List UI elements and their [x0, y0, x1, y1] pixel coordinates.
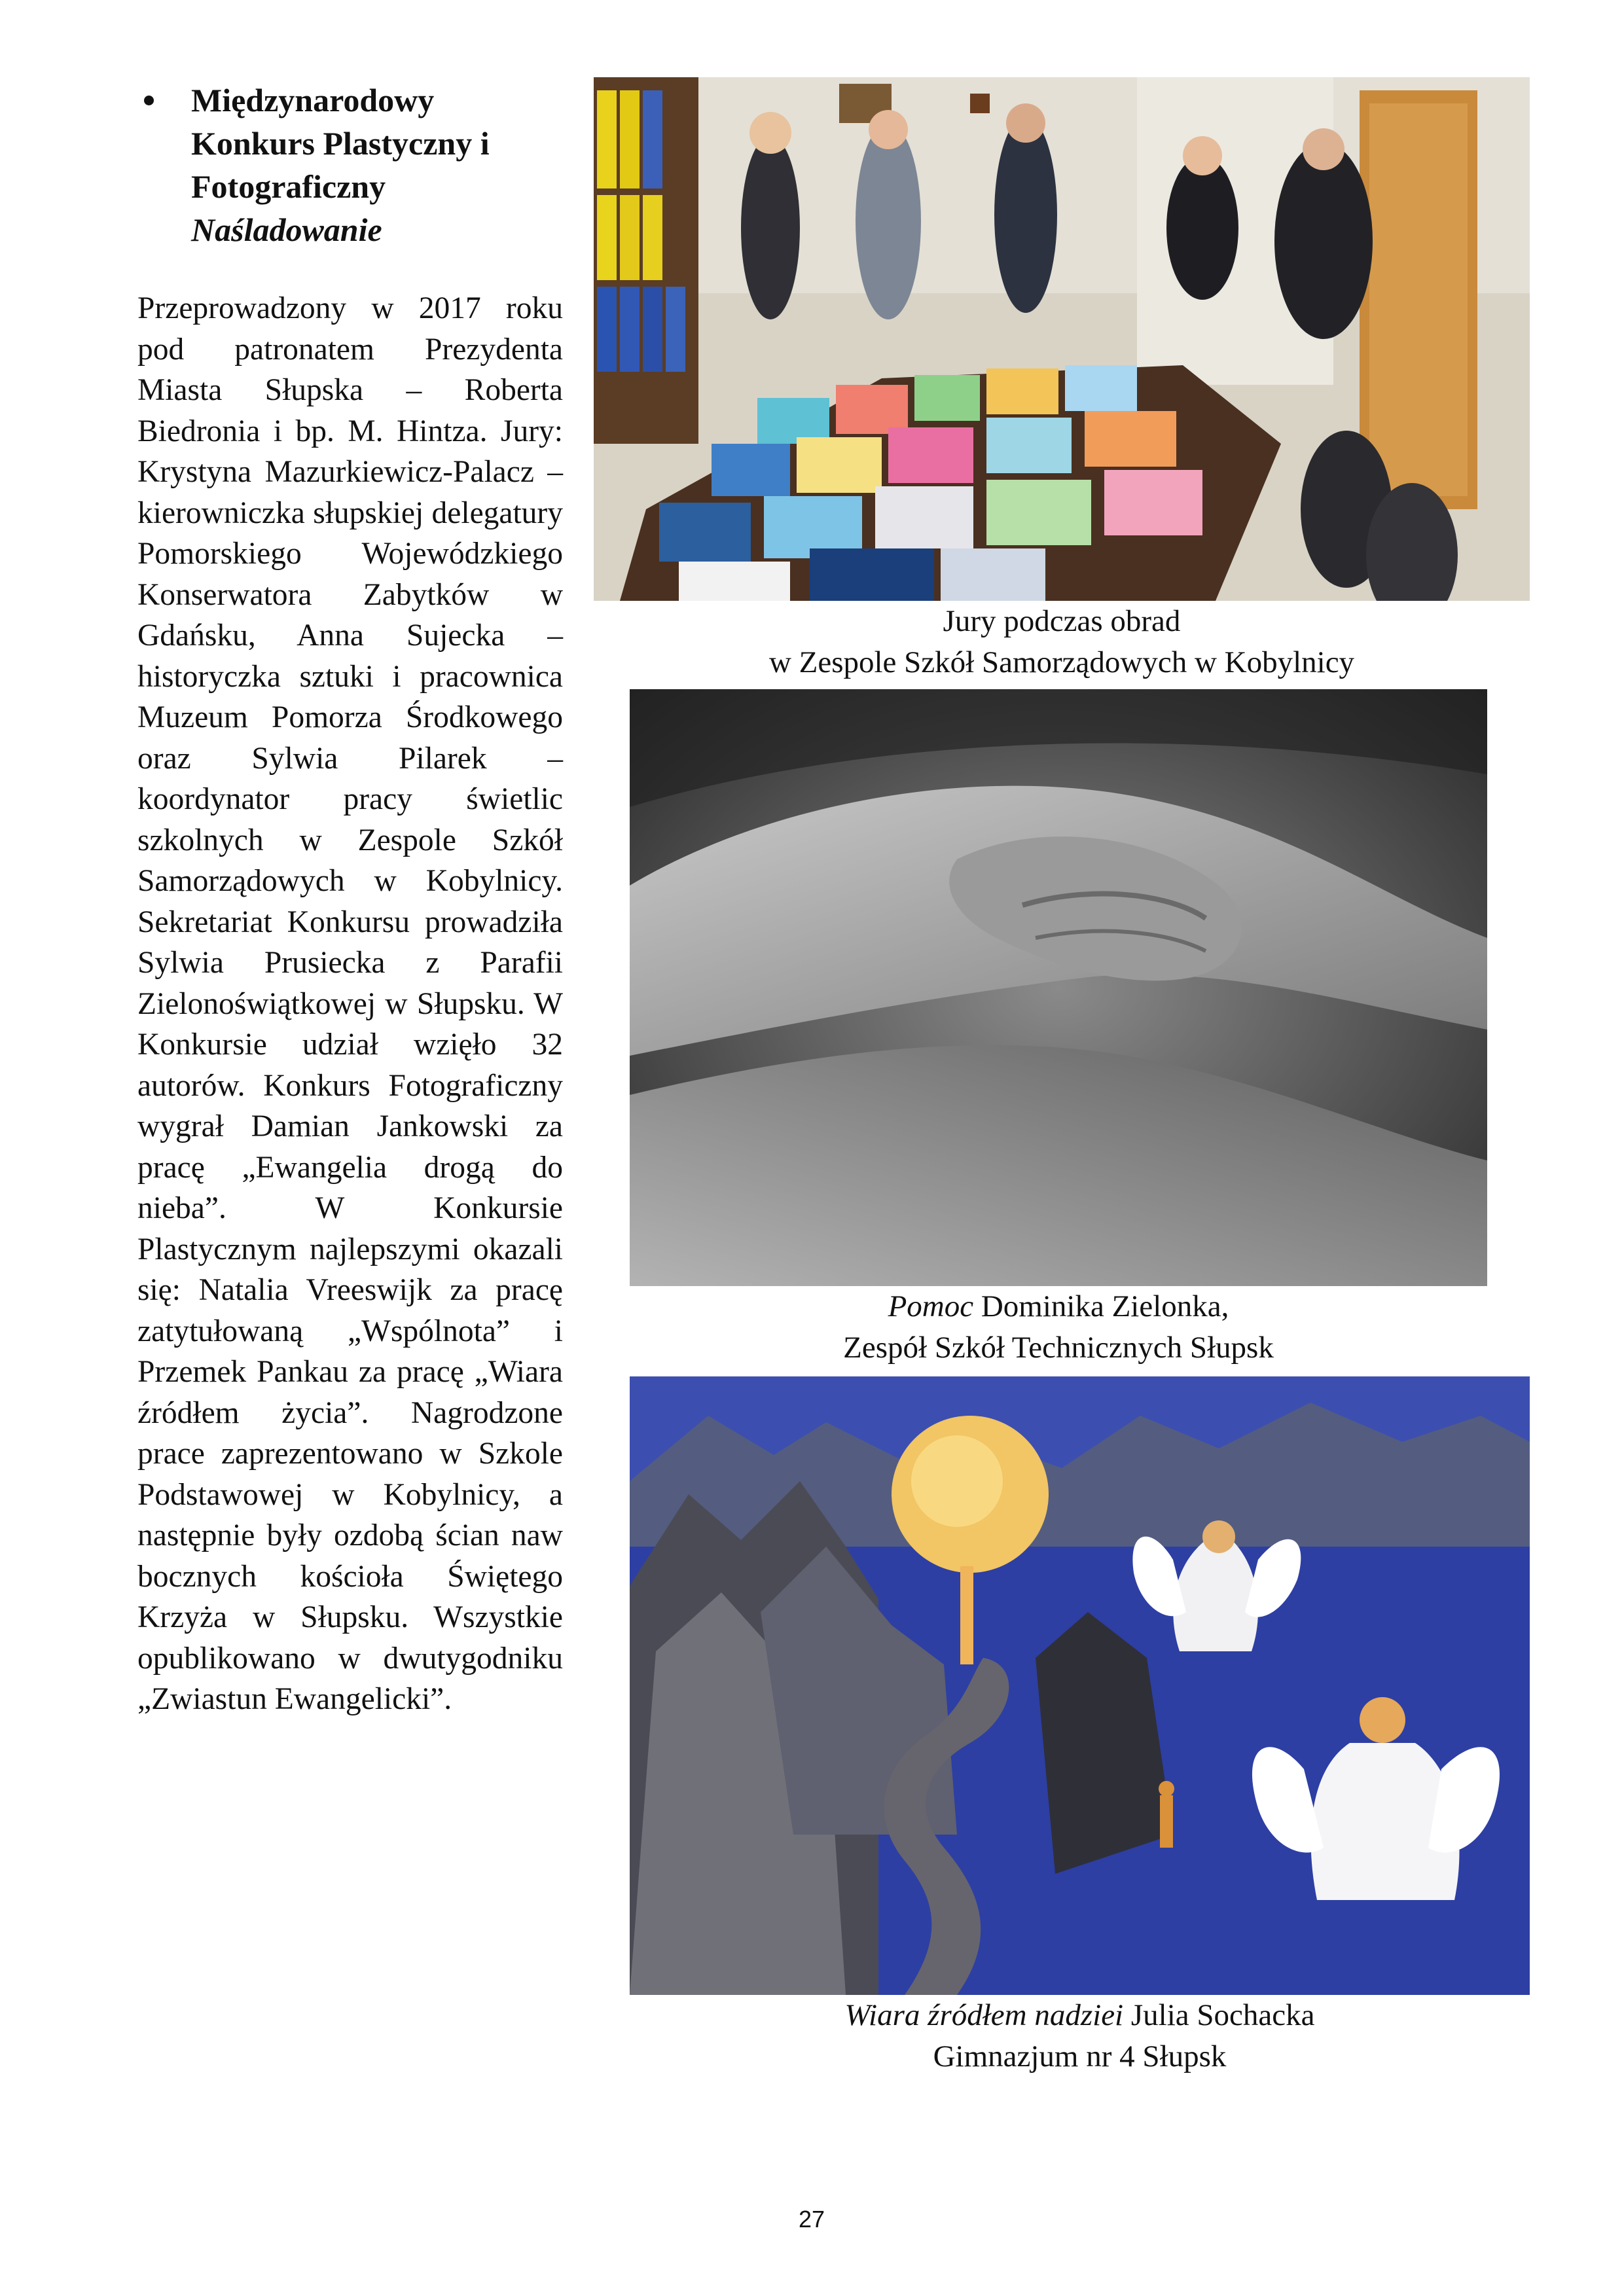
- caption-line: Gimnazjum nr 4 Słupsk: [933, 2039, 1227, 2073]
- caption-author: Dominika Zielonka,: [973, 1289, 1229, 1323]
- angels-road-image: [630, 1376, 1530, 1995]
- article-subtitle: Naśladowanie: [191, 211, 382, 248]
- figure-caption-jury: [594, 601, 1530, 683]
- article-body: Przeprowadzony w 2017 roku pod patronatem Prezydenta Miasta Słupska – Roberta Biedronia i bp. M. Hintza. Jury: Krystyna Mazurkiewicz-Palacz – kierowniczka słupskiej delegatury Pomorskiego Wojewódzkiego Konserwatora Zabytków w Gdańsku, Anna Sujecka – historyczka sztuki i pracownica Muzeum Pomorza Środkowego oraz Sylwia Pilarek – koordynator pracy świetlic szkolnych w Zespole Szkół Samorządowych w Kobylnicy. Sekretariat Konkursu prowadziła Sylwia Prusiecka z Parafii Zielonoświątkowej w Słupsku. W Konkursie udział wzięło 32 autorów. Konkurs Fotograficzny wygrał Damian Jankowski za pracę „Ewangelia drogą do nieba”. W Konkursie Plastycznym najlepszymi okazali się: Natalia Vreeswijk za pracę zatytułowaną „Wspólnota” i Przemek Pankau za pracę „Wiara źródłem życia”. Nagrodzone prace zaprezentowano w Szkole Podstawowej w Kobylnicy, a następnie były ozdobą ścian naw bocznych kościoła Świętego Krzyża w Słupsku. Wszystkie opublikowano w dwutygodniku „Zwiastun Ewangelicki”.: [137, 291, 563, 1716]
- article-title: Międzynarodowy Konkurs Plastyczny i Fotograficzny: [191, 82, 490, 205]
- photo-jury-meeting: [594, 77, 1530, 601]
- caption-author: Julia Sochacka: [1123, 1998, 1315, 2032]
- jury-meeting-image: [594, 77, 1530, 601]
- figure-caption-pomoc: [630, 1286, 1487, 1369]
- article-heading: [137, 79, 563, 251]
- figure-caption-wiara: [630, 1995, 1530, 2077]
- caption-line: w Zespole Szkół Samorządowych w Kobylnicy: [768, 645, 1355, 679]
- caption-line: [630, 1286, 1487, 1327]
- photo-holding-hands: [630, 689, 1487, 1286]
- caption-title: Pomoc: [888, 1289, 974, 1323]
- page-number: 27: [798, 2206, 825, 2233]
- caption-title: Wiara źródłem nadziei: [844, 1998, 1124, 2032]
- caption-line: Zespół Szkół Technicznych Słupsk: [843, 1331, 1274, 1365]
- holding-hands-image: [630, 689, 1487, 1286]
- caption-line: [630, 1995, 1530, 2036]
- article-column: [137, 79, 563, 1720]
- bullet-icon: [144, 96, 154, 105]
- painting-angels-road: [630, 1376, 1530, 1995]
- caption-line: Jury podczas obrad: [943, 604, 1181, 638]
